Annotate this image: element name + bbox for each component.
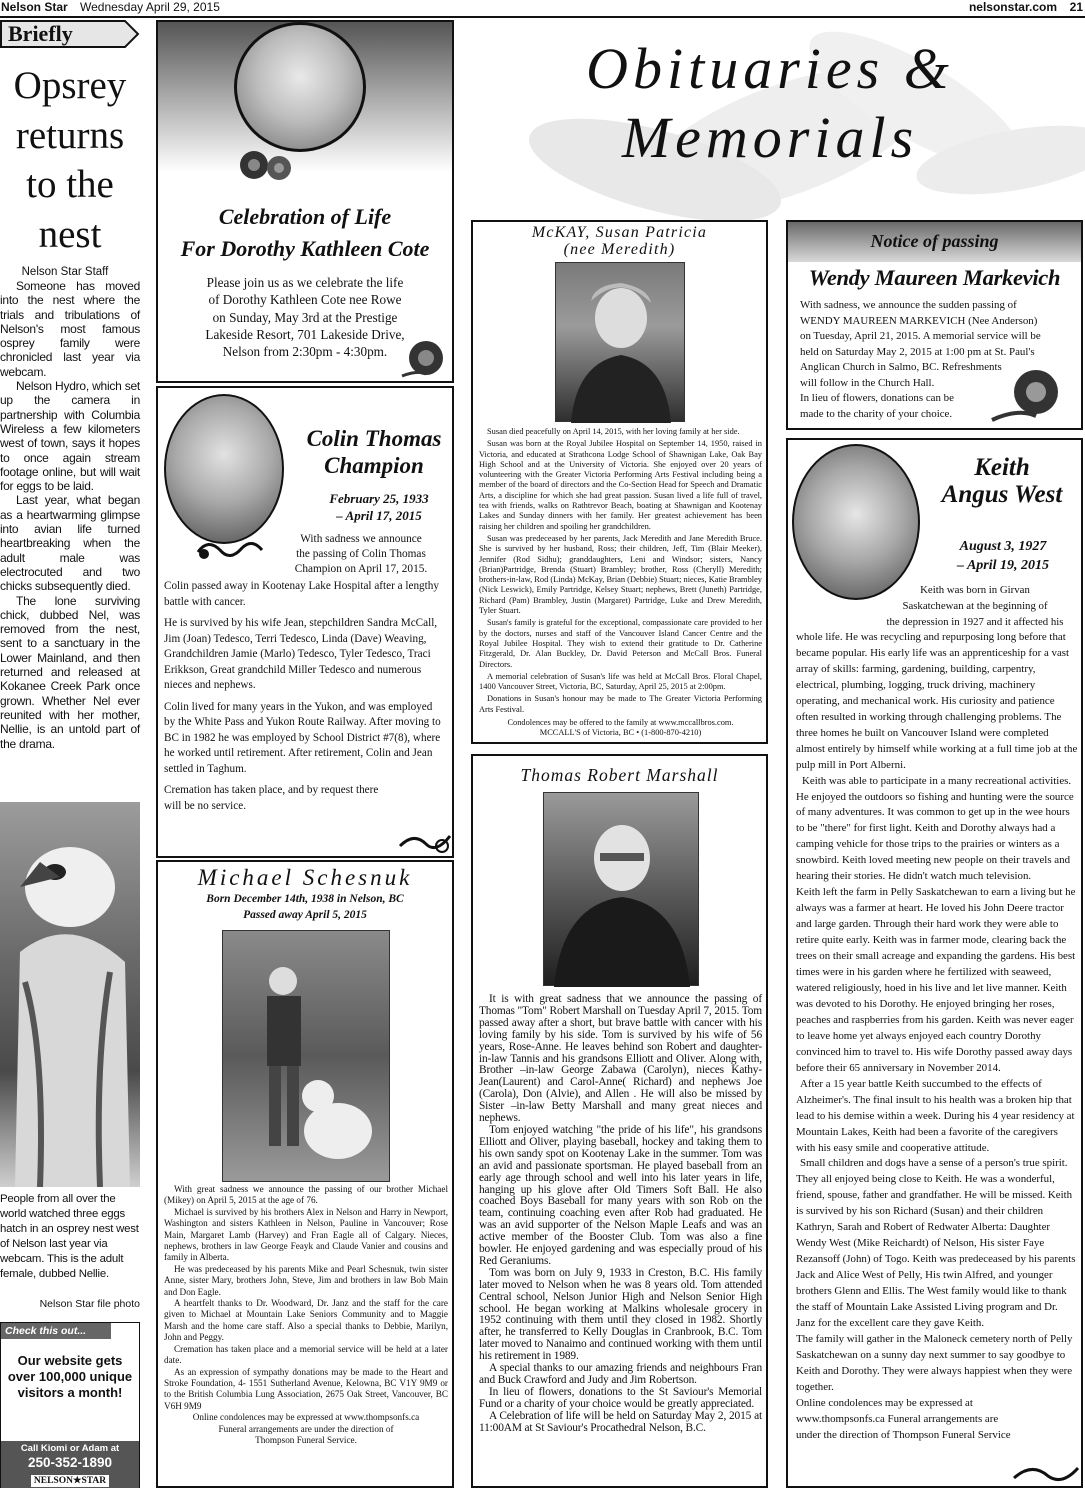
cote-line: Nelson from 2:30pm - 4:30pm. <box>222 344 388 360</box>
ad-footer <box>1 1441 139 1488</box>
osprey-silhouette <box>0 802 140 1187</box>
briefly-text <box>0 279 140 751</box>
mckay-closing <box>479 718 762 739</box>
cote-title-2: For Dorothy Kathleen Cote <box>180 236 430 261</box>
briefly-tab <box>0 19 140 49</box>
cote-celebration-box <box>156 20 454 383</box>
mckay-para: Donations in Susan's honour may be made to The Greater Victoria Performing Arts Festival. <box>479 694 762 714</box>
west-dates-1: August 3, 1927 <box>959 539 1047 554</box>
west-para: After a 15 year battle Keith succumbed to the effects of Alzheimer's. The final insult to his health was a broken hip that lead to his demise within a week. During his 4 year residency at Mountain Lakes, Keith had been a favorite of the caregivers with his easy smile and cooperative attitude. <box>796 1077 1075 1154</box>
markevich-notice-label: Notice of passing <box>870 231 999 251</box>
briefly-para: The lone surviving chick, dubbed Nel, was removed from the nest, sent to a sanctuary in the Lower Mainland, and then returned and released at Kokanee Creek Park once grown. Whether Nel ever reunited with her mother, Nellie, is an untold part of the drama. <box>0 593 140 751</box>
west-name-2: Angus West <box>941 481 1063 508</box>
schesnuk-closing <box>164 1412 448 1446</box>
banner-title-line2: Memorials <box>621 105 919 170</box>
rose-icon <box>988 364 1078 426</box>
ad-logo: NELSON★STAR <box>31 1475 109 1487</box>
schesnuk-closing-line: Thompson Funeral Service. <box>255 1434 357 1445</box>
site-url: nelsonstar.com <box>968 0 1057 14</box>
cote-line: on Sunday, May 3rd at the Prestige <box>212 309 398 325</box>
mckay-para: Susan's family is grateful for the exceptional, compassionate care provided to her by the doctors, nurses and staff of the Vancouver Island Cancer Centre and the Royal Jubilee Hospital. They wish to extend their gratitude to Dr. Catherine Fitzgerald, Dr. Alan Buckley, Dr. David Peterson and McCall Bros. Funeral Directors. <box>479 618 762 669</box>
mckay-obituary-box <box>471 220 768 744</box>
paper-name: Nelson Star <box>1 0 68 14</box>
west-intro-line: Saskatchewan at the beginning of <box>902 600 1048 612</box>
west-para: whole life. He was recycling and repurposing long before that became popular. His early life was an apprenticeship for a vast array of skills: farming, gardening, building, carpentry, electrical, plumbing, logging, truck driving, machinery operating, and mechanical work. His curiosity and patience often resulted in working through challenging problems. The three homes he built on Vancouver Island were completed almost entirely by himself while working at a full time job at the pulp mill in Port Alberni. <box>796 631 1078 771</box>
schesnuk-born: Born December 14th, 1938 in Nelson, BC <box>206 893 404 905</box>
schesnuk-para: He was predeceased by his parents Mike and Pearl Schesnuk, twin sister Anne, sister Mary, brothers John, Steve, Jim and brothers in law Bob Main and Don Eagle. <box>164 1263 448 1297</box>
scroll-ornament-icon <box>194 536 266 566</box>
banner-title-line1: Obituaries & <box>586 36 954 101</box>
osprey-photo <box>0 802 140 1187</box>
mckay-para: A memorial celebration of Susan's life was held at McCall Bros. Floral Chapel, 1400 Vancouver Street, Victoria, BC, Saturday, April 25, 2015 at 2:00pm. <box>479 671 762 692</box>
markevich-line: With sadness, we announce the sudden passing of <box>800 299 1017 311</box>
champion-dates-2: – April 17, 2015 <box>336 508 422 523</box>
photo-credit: Nelson Star file photo <box>39 1298 140 1310</box>
champion-name-2: Champion <box>324 453 424 478</box>
schesnuk-para: Cremation has taken place and a memorial service will be held at a later date. <box>164 1343 448 1366</box>
champion-intro <box>268 532 454 577</box>
west-para: The family will gather in the Maloneck cemetery north of Pelly Saskatchewan on a sunny day next summer to say goodbye to Keith and Dorothy. They were always happiest when they were together. <box>796 1332 1073 1393</box>
markevich-line: will follow in the Church Hall. <box>800 376 935 389</box>
schesnuk-text <box>164 1184 448 1446</box>
briefly-story <box>0 265 140 751</box>
west-name-1: Keith <box>974 454 1030 481</box>
champion-intro-line: With sadness we announce <box>300 533 422 545</box>
marshall-para: It is with great sadness that we announce the passing of Thomas "Tom" Robert Marshall on Tuesday April 7, 2015. Tom passed away after a short, but brave battle with cancer with his loving family by his side. Tom is survived by his wife of 56 years, Rose-Anne. He leaves behind son Robert and daughter-in-law Tannis and his grandsons Elliott and Oliver. Along with, Brother –in-law George Zabawa (Carolyn), nieces Kathy-Jean(Laurent) and Carol-Anne( Richard) and nephews Joe (Carola), Don (Alvie), and Allen . He will also be missed by Sister –in-law Betty Marshall and many great nieces and nephews. <box>479 993 762 1125</box>
cote-portrait <box>234 22 366 152</box>
marshall-para: A special thanks to our amazing friends and neighbours Fran and Buck Crawford and Judy and Jim Robertson. <box>479 1362 762 1386</box>
ad-check-label: Check this out... <box>1 1323 111 1339</box>
man-portrait-figure <box>544 793 700 987</box>
west-obituary-box <box>786 438 1083 1488</box>
champion-para: He is survived by his wife Jean, stepchildren Sandra McCall, Jim (Joan) Tedesco, Terri Tedesco, Linda (Dave) Weaving, Grandchildren Jamie (Marlo) Tedesco, Tyler Tedesco, Traci Erikkson, Great grandchild Miller Tedesco and numerous nieces and nephews. <box>164 617 438 691</box>
schesnuk-para: As an expression of sympathy donations may be made to the Heart and Stroke Foundation, 4- 1551 Sutherland Avenue, Kelowna, BC V1Y 9M9 or to the British Columbia Lung Association, 2675 Oak Street, Vancouver, BC V6H 9M9 <box>164 1366 448 1411</box>
mckay-para: Susan was predeceased by her parents, Jack Meredith and Jane Meredith Bruce. She is survived by her husband, Ross; their children, Jeff, Tim (Blair Meeker), Jennifer (Rod Sidhu); granddaughters, Leni and Windsor; sisters, Nancy (Brian)Partridge, Brenda (Stuart) Brambley; brother, Ross (Cheryll) Meredith; brothers-in-law, Rod (Linda) McKay, Brian (Debbie) Stuart; nieces, Katie Brambley (Nick Leswick), Emily Partridge, Kelsey Stuart; nephews, Brett (Juneth) Partridge, Richard (Pam) Brambley, Justin (Margaret) Partridge, Luke and Drew Meredith, Tyler Stuart. <box>479 533 762 616</box>
marshall-name: Thomas Robert Marshall <box>520 765 719 785</box>
schesnuk-closing-line: Online condolences may be expressed at www.thompsonfs.ca <box>192 1412 420 1423</box>
schesnuk-obituary-box <box>156 860 454 1488</box>
cote-line: Lakeside Resort, 701 Lakeside Drive, <box>205 326 405 342</box>
marshall-para: In lieu of flowers, donations to the St Saviour's Memorial Fund or a charity of your choice would be greatly appreciated. <box>479 1385 762 1410</box>
schesnuk-closing-line: Funeral arrangements are under the direction of <box>218 1423 394 1434</box>
west-portrait <box>792 444 920 600</box>
osprey-caption: People from all over the world watched three eggs hatch in an osprey nest west of Nelson last year via webcam. This is the adult female, dubbed Nellie. <box>0 1193 139 1280</box>
marshall-obituary-box <box>471 754 768 1488</box>
champion-dates-1: February 25, 1933 <box>329 491 429 506</box>
issue-date: Wednesday April 29, 2015 <box>80 0 220 14</box>
page-number: 21 <box>1069 0 1083 14</box>
markevich-line: Anglican Church in Salmo, BC. Refreshments <box>800 361 1002 373</box>
champion-para: Colin lived for many years in the Yukon, and was employed by the White Pass and Yukon Route Railway. After moving to BC in 1982 he was employed by School District #7(8), where he worked until retirement. After retirement, Colin and Jean settled in Taghum. <box>164 700 441 775</box>
champion-para: Cremation has taken place, and by request there will be no service. <box>164 784 379 812</box>
marshall-para: Tom enjoyed watching "the pride of his life", his grandsons Elliott and Oliver, playing baseball, hockey and taking them to his own sandy spot on Kootenay Lake in the summer. Tom was an avid and passionate sportsman. He played baseball from an early age through school and well into his later years in life, hanging up his glove after Old Timers Soft Ball. He also coached Boys Baseball for many years with son Rob on the team, continuing coaching even after Rob had graduated. He was an avid supporter of the Nelson Maple Leafs and was an active member of the Booster Club. Tom was also a fine bowler. He enjoyed gardening and was especially proud of his Red Geraniums. <box>479 1123 762 1267</box>
west-intro-line: the depression in 1927 and it affected his <box>886 616 1064 628</box>
marshall-para: A Celebration of life will be held on Saturday May 2, 2015 at 11:00AM at St Saviour's Procathedral Nelson, B.C. <box>479 1409 762 1434</box>
briefly-byline: Nelson Star Staff <box>21 266 109 278</box>
marshall-para: Tom was born on July 9, 1933 in Creston, B.C. His family later moved to Nelson when he was 8 years old. Tom attended Central school, Nelson Junior High and Nelson Senior High school. He began working at Malkins wholesale grocery in 1952 continuing with them until they closed in 1982. Shortly after, he transferred to Kelly Douglas in Cranbrook, B.C. Tom later moved to Nanaimo and continued working with them until his retirement in 1989. <box>479 1266 762 1363</box>
mckay-para: Susan was born at the Royal Jubilee Hospital on September 14, 1950, raised in Victoria, and educated at Strathcona Lodge School of Shawnigan Lake, Oak Bay High School and at the University of Victoria. She enjoyed over 20 years of volunteering with the Greater Victoria Performing Arts Festival including being a member of the board of directors and the Co-Section Head for Speech and Dramatic Arts, a discipline for which she had great passion. Susan lived a life full of travel, tea with friends, walks on Rathtrevor Beach, boating at Shawnigan and Kootenay Lakes and Sunday dinners with her family. Her greatest achievement has been raising her children and spoiling her grandchildren. <box>479 439 762 531</box>
west-para: Keith was able to participate in a many recreational activities. He enjoyed the outdoors so fishing and hunting were the source of many adventures. It was common to get up in the wee hours to be "there" for first light. Keith and Dorothy always had a camping vehicle for those trips to the prairies or winters as a snowbird. Keith loved meeting new people on their travels and hearing their stories. He didn't watch much television. <box>796 774 1074 883</box>
ad-phone[interactable]: 250-352-1890 <box>27 1455 113 1470</box>
man-with-dog-figure <box>223 931 391 1183</box>
west-intro-line: Keith was born in Girvan <box>920 584 1030 596</box>
ad-call: Call Kiomi or Adam at <box>20 1443 120 1454</box>
house-ad[interactable] <box>0 1322 140 1488</box>
west-para: Online condolences may be expressed at www.thompsonfs.ca Funeral arrangements are under the direction of Thompson Funeral Service <box>796 1396 1011 1441</box>
header-rule <box>0 16 1085 18</box>
champion-intro-line: Champion on April 17, 2015. <box>294 563 428 575</box>
briefly-label: Briefly <box>8 21 73 46</box>
cote-line: of Dorothy Kathleen Cote nee Rowe <box>208 292 402 308</box>
markevich-line: on Tuesday, April 21, 2015. A memorial service will be <box>800 330 1041 342</box>
schesnuk-photo <box>222 930 390 1182</box>
schesnuk-para: A heartfelt thanks to Dr. Woodward, Dr. Janz and the staff for the care given to Michael at Mountain Lake Seniors Community and to Maggie Marsh and the home care staff. Also a special thanks to Debbie, Marilyn, John and Peggy. <box>164 1298 448 1343</box>
ad-body: Our website gets over 100,000 unique visitors a month! <box>7 1353 133 1400</box>
mckay-name-1: McKAY, Susan Patricia <box>531 224 708 241</box>
rose-icon <box>398 336 454 382</box>
champion-para: Colin passed away in Kootenay Lake Hospital after a lengthy battle with cancer. <box>164 580 439 608</box>
west-para: Small children and dogs have a sense of a person's true spirit. They all enjoyed being close to Keith. He was a wonderful, friend, spouse, father and grandfather. He will be missed. Keith is survived by his son Richard (Susan) and their children Kathryn, Sarah and Robert of Redwater Alberta: Daughter Wendy West (Mike Reichardt) of Nelson, His sister Faye Rezansoff (John) of Togo. Keith was predeceased by his parents Jack and Alice West of Pelly, His twin Alfred, and younger brothers Glenn and Ellis. The West family would like to thank the staff of Mountain Lake Assisted Living program and Dr. Janz for the excellent care they gave Keith. <box>796 1157 1076 1329</box>
scroll-ornament-icon <box>398 828 454 858</box>
page-header <box>0 0 1085 17</box>
champion-intro-line: the passing of Colin Thomas <box>296 548 426 560</box>
champion-text <box>164 579 446 817</box>
west-para: Keith left the farm in Pelly Saskatchewan to earn a living but he always was a farmer at heart. He loved his John Deere tractor and large garden. Through their hard work they were able to retire quite early. Keith was in farmer mode, clearing back the trees on their small acreage and expanding the gardens. His best times were in his garden where he fertilized with seaweed, watered religiously, hoed in his live and let live manner. Keith was devoted to his Dorothy. He enjoyed bringing her roses, peaches and raspberries from his garden. Keith was never eager to leave home yet always enjoyed each country Dorothy convinced him to travel to. His wife Dorothy passed away days before their 65 anniversary in November 2014. <box>796 886 1076 1074</box>
cote-line: Please join us as we celebrate the life <box>206 275 404 290</box>
mckay-closing-line: MCCALL'S of Victoria, BC • (1-800-870-4210) <box>539 728 702 738</box>
markevich-line: made to the charity of your choice. <box>800 407 953 420</box>
schesnuk-para: Michael is survived by his brothers Alex in Nelson and Harry in Newport, Washington and sisters Kathleen in Nelson, Pauline in Vancouver; Rose Main, Margaret Lamb (Harvey) and Fran Eagle all of Calgary. Nieces, nephews, brothers in law George Feayk and Claude Vanier and cousins and family in Alberta. <box>164 1206 448 1263</box>
woman-portrait-figure <box>556 263 686 423</box>
markevich-name: Wendy Maureen Markevich <box>808 265 1061 290</box>
briefly-para: Someone has moved into the nest where the trials and tribulations of Nelson's most famous osprey family were chronicled last year via webcam. <box>0 279 140 379</box>
schesnuk-passed: Passed away April 5, 2015 <box>243 909 367 921</box>
mckay-closing-line: Condolences may be offered to the family at www.mccallbros.com. <box>507 718 734 728</box>
west-dates-2: – April 19, 2015 <box>956 558 1050 573</box>
champion-obituary-box <box>156 386 454 858</box>
mckay-portrait <box>555 262 685 422</box>
champion-portrait <box>164 394 284 544</box>
mckay-para: Susan died peacefully on April 14, 2015, with her loving family at her side. <box>487 427 740 436</box>
mckay-text <box>479 427 762 739</box>
markevich-notice-box <box>786 220 1083 430</box>
schesnuk-para: With great sadness we announce the passing of our brother Michael (Mikey) on April 5, 2015 at the age of 76. <box>164 1184 448 1206</box>
marshall-text <box>479 994 762 1435</box>
rose-icon <box>234 140 304 190</box>
mckay-name-2: (nee Meredith) <box>563 241 676 258</box>
cote-title-1: Celebration of Life <box>218 204 392 229</box>
briefly-headline: Opsrey returns to the nest <box>13 64 127 256</box>
briefly-para: Last year, what began as a heartwarming glimpse into avian life turned heartbreaking when the adult male was electrocuted and two chicks subsequently died. <box>0 493 140 594</box>
west-text <box>796 630 1078 1444</box>
markevich-line: In lieu of flowers, donations can be <box>800 392 954 404</box>
scroll-ornament-icon <box>1012 1462 1082 1486</box>
schesnuk-name: Michael Schesnuk <box>197 865 413 890</box>
markevich-line: WENDY MAUREEN MARKEVICH (Nee Anderson) <box>800 314 1038 327</box>
marshall-portrait <box>543 792 699 986</box>
briefly-para: Nelson Hydro, which set up the camera in partnership with Columbia Wireless a few kilometers west of town, says it hopes to once again stream footage online, but will wait for eggs to be laid. <box>0 379 140 494</box>
west-intro <box>868 582 1082 630</box>
champion-name-1: Colin Thomas <box>306 426 442 451</box>
markevich-line: held on Saturday May 2, 2015 at 1:00 pm at St. Paul's <box>800 345 1035 358</box>
